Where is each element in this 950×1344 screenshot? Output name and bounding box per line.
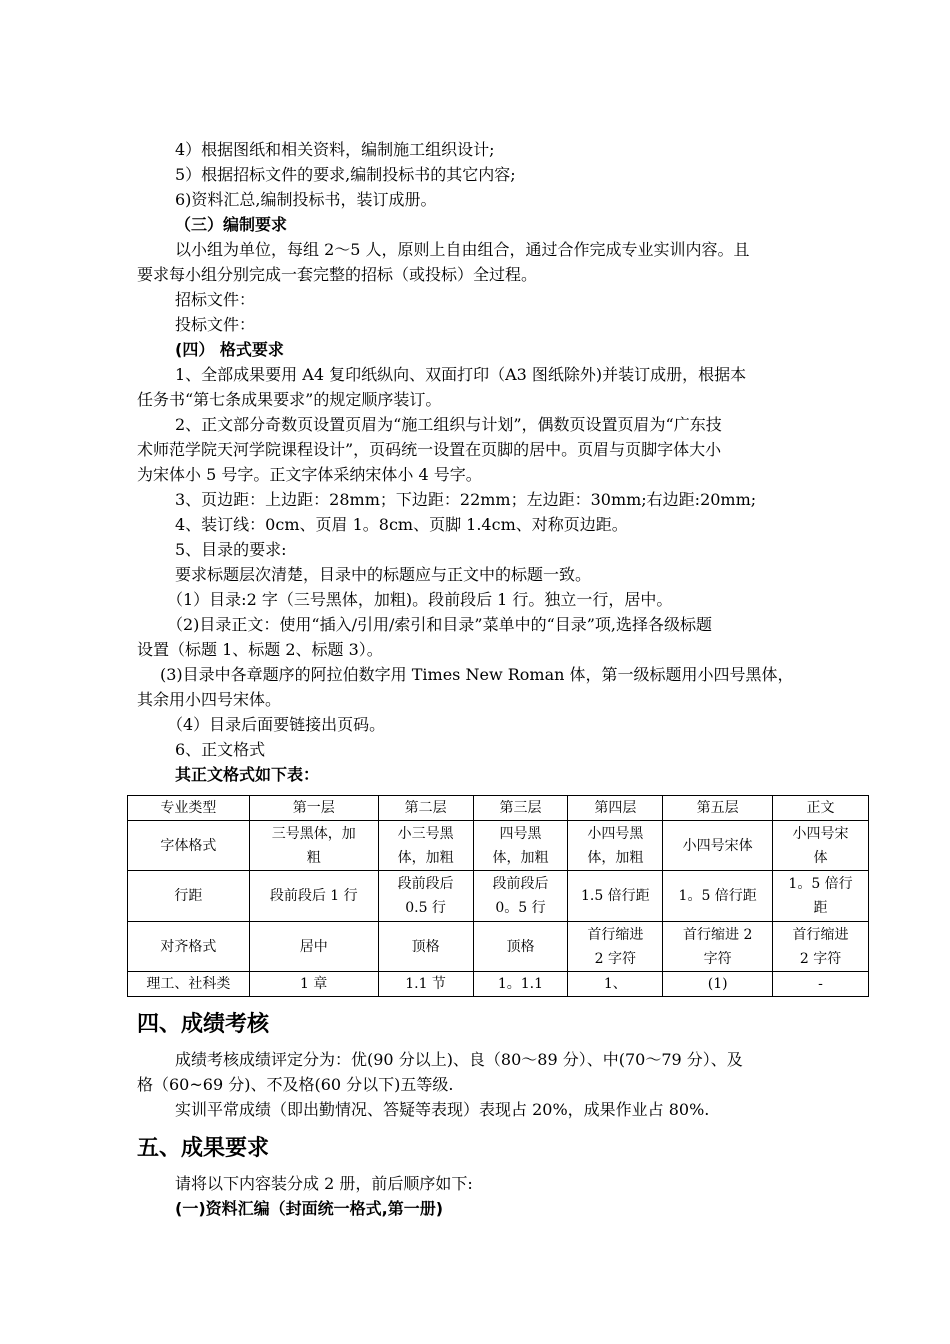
paragraph-format-2c: 为宋体小 5 号字。正文字体采纳宋体小 4 号字。	[137, 465, 482, 484]
paragraph-format-4: 4、装订线：0cm、页眉 1。8cm、页脚 1.4cm、对称页边距。	[175, 515, 628, 534]
paragraph-bid-docs: 投标文件：	[175, 315, 256, 334]
table-header-cell: 第一层	[249, 796, 378, 821]
paragraph-deliverables-1: 请将以下内容装分成 2 册，前后顺序如下:	[175, 1174, 473, 1193]
paragraph-toc-2a: （2)目录正文：使用“插入/引用/索引和目录”菜单中的“目录”项,选择各级标题	[167, 615, 713, 634]
table-cell: 1 章	[249, 972, 378, 997]
table-cell: -	[773, 972, 869, 997]
table-cell: 四号黑 体，加粗	[473, 821, 568, 871]
paragraph-toc-requirement: 要求标题层次清楚，目录中的标题应与正文中的标题一致。	[175, 565, 592, 584]
paragraph-step-6: 6)资料汇总,编制投标书，装订成册。	[175, 190, 437, 209]
subheading-compile-requirements: （三）编制要求	[175, 215, 288, 234]
paragraph-format-6: 6、正文格式	[175, 740, 266, 759]
table-cell: 小四号宋体	[663, 821, 773, 871]
table-cell: 首行缩进 2 字符	[773, 922, 869, 972]
section-heading-deliverables: 五、成果要求	[137, 1136, 270, 1161]
table-cell: 1、	[568, 972, 663, 997]
paragraph-tender-docs: 招标文件：	[175, 290, 256, 309]
paragraph-format-3: 3、页边距：上边距：28mm；下边距：22mm；左边距：30mm;右边距:20mm;	[175, 490, 757, 509]
paragraph-group-1: 以小组为单位，每组 2～5 人，原则上自由组合，通过合作完成专业实训内容。且	[175, 240, 750, 259]
paragraph-toc-1: （1）目录:2 字（三号黑体，加粗)。段前段后 1 行。独立一行，居中。	[167, 590, 673, 609]
paragraph-grading-2: 实训平常成绩（即出勤情况、答疑等表现）表现占 20%，成果作业占 80%.	[175, 1100, 710, 1119]
table-header-cell: 第四层	[568, 796, 663, 821]
table-cell: 1.5 倍行距	[568, 871, 663, 922]
table-cell: 段前段后 0。5 行	[473, 871, 568, 922]
paragraph-grading-1b: 格（60~69 分)、不及格(60 分以下)五等级.	[137, 1075, 454, 1094]
table-cell: 首行缩进 2 字符	[568, 922, 663, 972]
table-cell: 小三号黑 体，加粗	[378, 821, 473, 871]
subheading-materials-compilation: (一)资料汇编（封面统一格式,第一册)	[175, 1199, 444, 1218]
table-header-cell: 专业类型	[128, 796, 250, 821]
paragraph-toc-3a: (3)目录中各章题序的阿拉伯数字用 Times New Roman 体，第一级标题用小四号黑体，	[160, 665, 794, 684]
table-cell: 三号黑体，加 粗	[249, 821, 378, 871]
table-cell: 字体格式	[128, 821, 250, 871]
table-cell: 1。5 倍行 距	[773, 871, 869, 922]
table-cell: 理工、社科类	[128, 972, 250, 997]
paragraph-toc-4: （4）目录后面要链接出页码。	[167, 715, 386, 734]
paragraph-toc-3b: 其余用小四号宋体。	[137, 690, 282, 709]
table-cell: 顶格	[473, 922, 568, 972]
table-cell: (1)	[663, 972, 773, 997]
table-row-alignment	[128, 922, 869, 972]
table-cell: 段前段后 0.5 行	[378, 871, 473, 922]
table-caption: 其正文格式如下表：	[175, 765, 320, 784]
table-row-font	[128, 821, 869, 871]
table-cell: 小四号黑 体，加粗	[568, 821, 663, 871]
paragraph-toc-2b: 设置（标题 1、标题 2、标题 3）。	[137, 640, 383, 659]
table-cell: 1。5 倍行距	[663, 871, 773, 922]
table-cell: 居中	[249, 922, 378, 972]
table-row-numbering	[128, 972, 869, 997]
table-header-cell: 第二层	[378, 796, 473, 821]
table-header-cell: 第五层	[663, 796, 773, 821]
format-table	[127, 795, 869, 997]
table-cell: 段前段后 1 行	[249, 871, 378, 922]
table-row-spacing	[128, 871, 869, 922]
table-cell: 首行缩进 2 字符	[663, 922, 773, 972]
paragraph-grading-1a: 成绩考核成绩评定分为：优(90 分以上)、良（80～89 分）、中(70～79 分）、及	[175, 1050, 743, 1069]
table-header-row	[128, 796, 869, 821]
table-cell: 行距	[128, 871, 250, 922]
table-cell: 顶格	[378, 922, 473, 972]
paragraph-format-2b: 术师范学院天河学院课程设计”，页码统一设置在页脚的居中。页眉与页脚字体大小	[137, 440, 722, 459]
paragraph-format-5: 5、目录的要求:	[175, 540, 287, 559]
table-cell: 小四号宋 体	[773, 821, 869, 871]
table-header-cell: 正文	[773, 796, 869, 821]
paragraph-format-1b: 任务书“第七条成果要求”的规定顺序装订。	[137, 390, 442, 409]
table-cell: 1.1 节	[378, 972, 473, 997]
table-header-cell: 第三层	[473, 796, 568, 821]
paragraph-format-1a: 1、全部成果要用 A4 复印纸纵向、双面打印（A3 图纸除外)并装订成册，根据本	[175, 365, 747, 384]
paragraph-step-5: 5）根据招标文件的要求,编制投标书的其它内容;	[175, 165, 516, 184]
subheading-format-requirements: (四） 格式要求	[175, 340, 284, 359]
section-heading-grading: 四、成绩考核	[137, 1012, 270, 1037]
paragraph-step-4: 4）根据图纸和相关资料，编制施工组织设计;	[175, 140, 495, 159]
paragraph-group-2: 要求每小组分别完成一套完整的招标（或投标）全过程。	[137, 265, 538, 284]
paragraph-format-2a: 2、正文部分奇数页设置页眉为“施工组织与计划”，偶数页设置页眉为“广东技	[175, 415, 722, 434]
table-cell: 对齐格式	[128, 922, 250, 972]
table-cell: 1。1.1	[473, 972, 568, 997]
